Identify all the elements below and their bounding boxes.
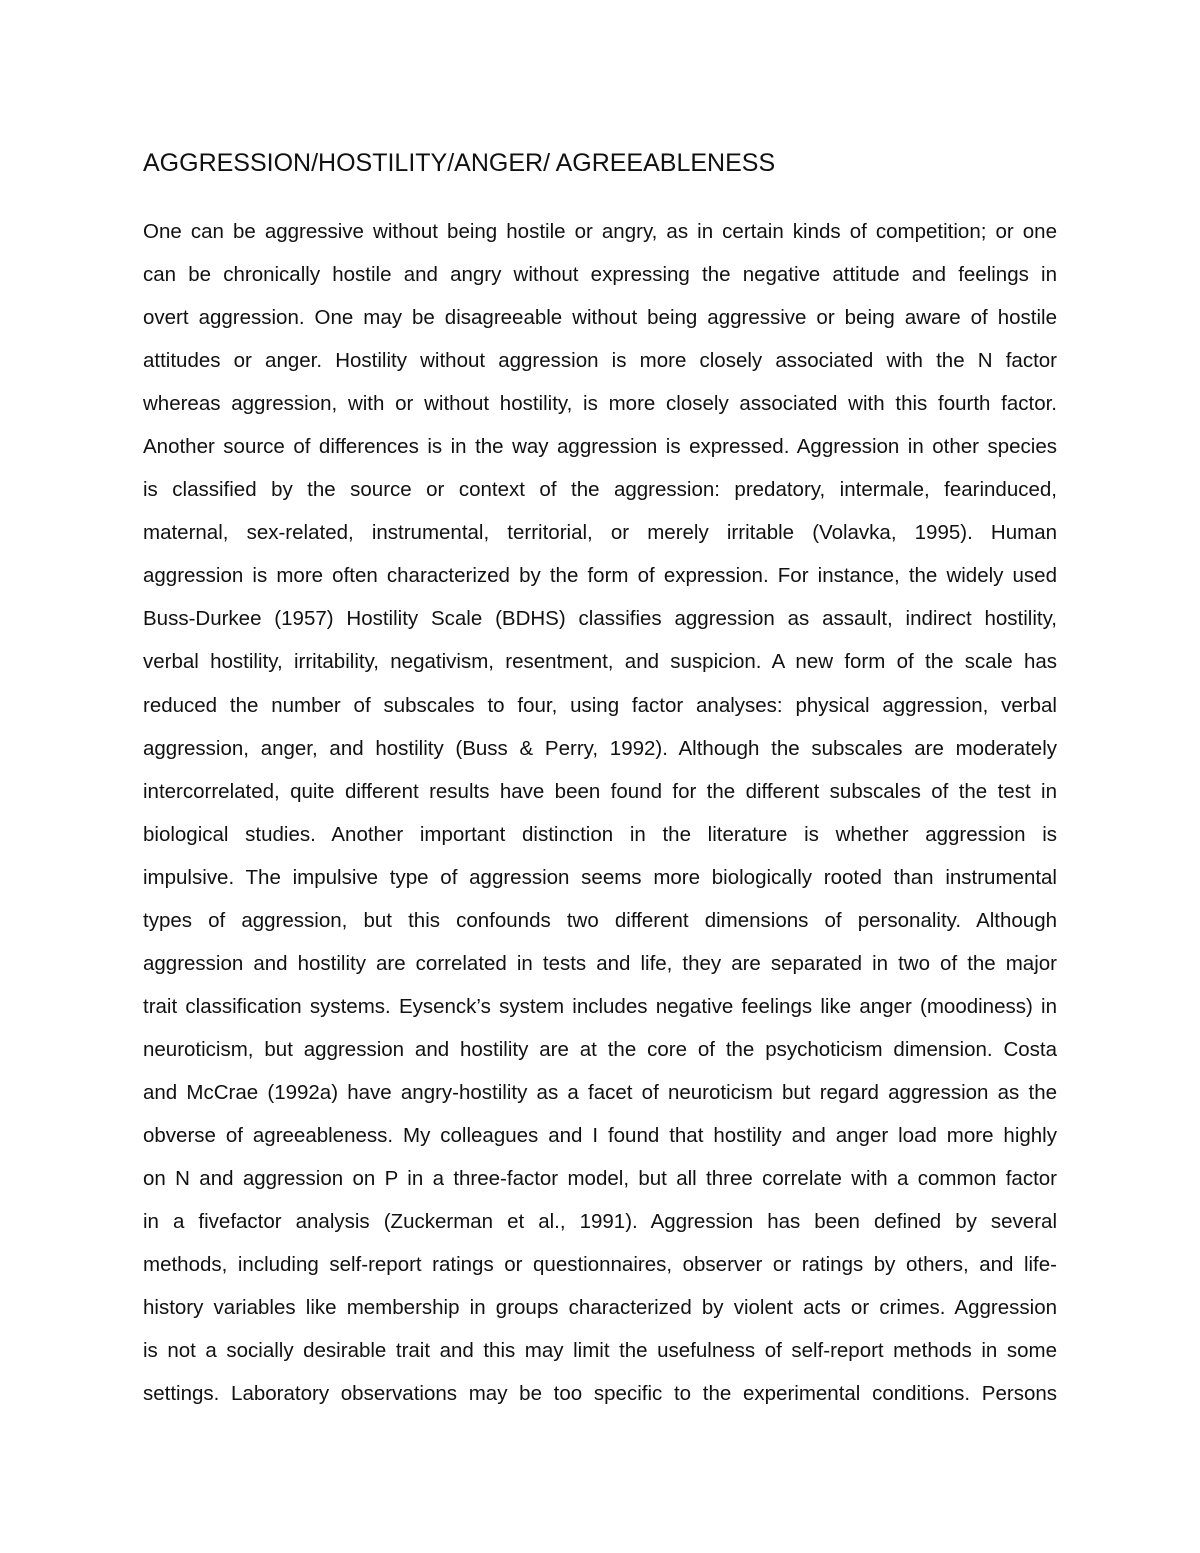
body-text-line: Another source of differences is in the way aggression is expressed. Aggression in other species <box>143 435 1057 459</box>
body-text-line: intercorrelated, quite different results have been found for the different subscales of the test in <box>143 779 1057 803</box>
body-text-line: is classified by the source or context of the aggression: predatory, intermale, fearinduced, <box>143 478 1057 502</box>
body-text-line: obverse of agreeableness. My colleagues and I found that hostility and anger load more highly <box>143 1123 1057 1147</box>
body-text-line: One can be aggressive without being hostile or angry, as in certain kinds of competition; or one <box>143 220 1057 243</box>
body-text-line: can be chronically hostile and angry without expressing the negative attitude and feelings in <box>143 263 1057 287</box>
body-text-line: types of aggression, but this confounds two different dimensions of personality. Although <box>143 908 1057 932</box>
body-text-line: overt aggression. One may be disagreeable without being aggressive or being aware of hostile <box>143 306 1057 330</box>
body-text-line: history variables like membership in groups characterized by violent acts or crimes. Aggression <box>143 1296 1057 1320</box>
body-text-line: biological studies. Another important distinction in the literature is whether aggression is <box>143 822 1057 846</box>
body-text-line: Buss-Durkee (1957) Hostility Scale (BDHS) classifies aggression as assault, indirect hostility, <box>143 607 1057 631</box>
body-text-line: neuroticism, but aggression and hostility are at the core of the psychoticism dimension. Costa <box>143 1037 1057 1061</box>
body-text-line: trait classification systems. Eysenck’s system includes negative feelings like anger (moodiness) in <box>143 994 1057 1018</box>
body-text-line: aggression, anger, and hostility (Buss & Perry, 1992). Although the subscales are moderately <box>143 736 1057 760</box>
body-text-line: methods, including self-report ratings or questionnaires, observer or ratings by others, and life- <box>143 1253 1057 1277</box>
body-text-line: attitudes or anger. Hostility without aggression is more closely associated with the N factor <box>143 349 1057 373</box>
body-text-line: verbal hostility, irritability, negativism, resentment, and suspicion. A new form of the scale has <box>143 650 1057 674</box>
body-text-line: and McCrae (1992a) have angry-hostility as a facet of neuroticism but regard aggression as the <box>143 1080 1057 1104</box>
document-body-paragraph <box>143 210 1057 1415</box>
body-text-line: maternal, sex-related, instrumental, territorial, or merely irritable (Volavka, 1995). Human <box>143 521 1057 545</box>
body-text-line: is not a socially desirable trait and this may limit the usefulness of self-report methods in some <box>143 1339 1057 1363</box>
body-text-line: aggression is more often characterized by the form of expression. For instance, the widely used <box>143 564 1057 588</box>
body-text-line: impulsive. The impulsive type of aggression seems more biologically rooted than instrumental <box>143 865 1057 889</box>
body-text-line: in a fivefactor analysis (Zuckerman et al., 1991). Aggression has been defined by several <box>143 1210 1057 1234</box>
body-text-line: on N and aggression on P in a three-factor model, but all three correlate with a common factor <box>143 1167 1057 1191</box>
body-text-line: reduced the number of subscales to four, using factor analyses: physical aggression, verbal <box>143 693 1057 717</box>
body-text-line: settings. Laboratory observations may be too specific to the experimental conditions. Persons <box>143 1382 1057 1406</box>
body-text-line: whereas aggression, with or without hostility, is more closely associated with this fourth factor. <box>143 392 1057 416</box>
body-text-line: aggression and hostility are correlated in tests and life, they are separated in two of the major <box>143 951 1057 975</box>
document-title: AGGRESSION/HOSTILITY/ANGER/ AGREEABLENESS <box>143 149 776 177</box>
